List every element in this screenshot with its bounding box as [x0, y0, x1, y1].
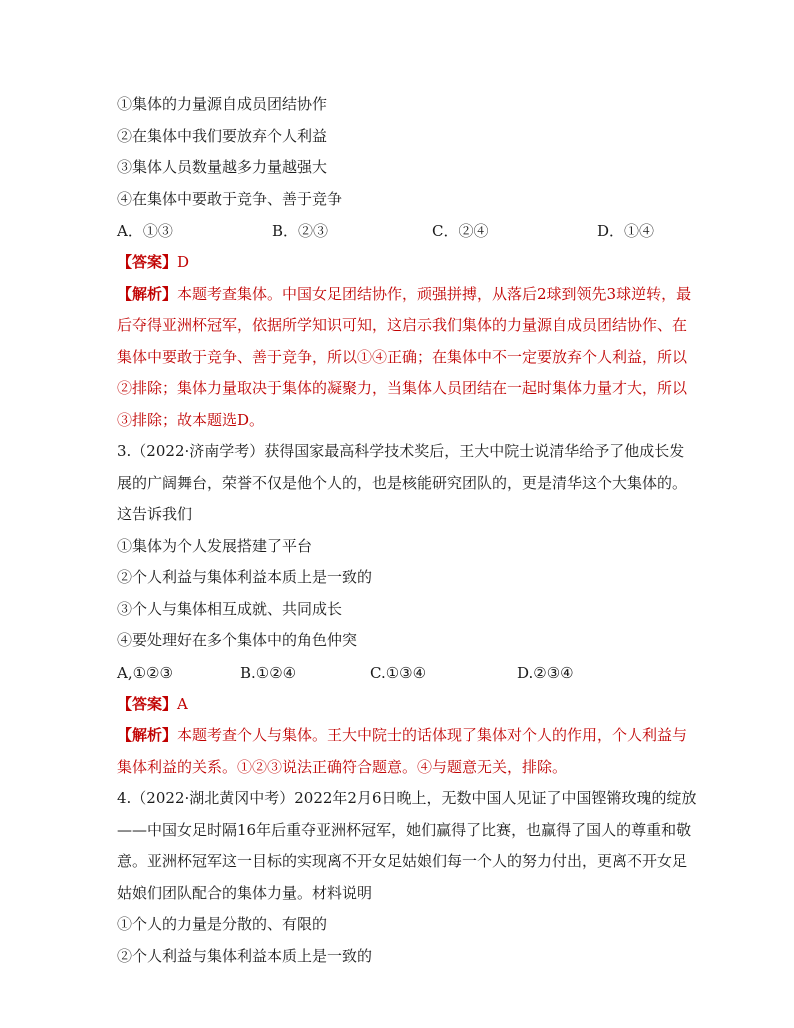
- document-content: [117, 89, 697, 972]
- q3-stem: 3.（2022·济南学考）获得国家最高科学技术奖后，王大中院士说清华给予了他成长发展的广阔舞台，荣誉不仅是他个人的，也是核能研究团队的，更是清华这个大集体的。这告诉我们: [117, 442, 688, 523]
- q3-answer-value: A: [177, 694, 188, 713]
- q2-item-2: ②在集体中我们要放弃个人利益: [117, 126, 328, 145]
- q2-item-3: ③集体人员数量越多力量越强大: [117, 158, 328, 176]
- q3-answer-label: 【答案】: [117, 694, 178, 713]
- q2-option-d: D．①④: [597, 222, 655, 240]
- q2-answer-label: 【答案】: [117, 253, 178, 271]
- q3-analysis-text: 本题考查个人与集体。王大中院士的话体现了集体对个人的作用，个人利益与集体利益的关系。①②③说法正确符合题意。④与题意无关，排除。: [117, 726, 688, 776]
- q3-options: [117, 657, 697, 689]
- q3-analysis-label: 【解析】: [117, 726, 178, 744]
- q3-item-2: ②个人利益与集体利益本质上是一致的: [117, 568, 373, 586]
- q4-item-1: ①个人的力量是分散的、有限的: [117, 915, 328, 933]
- q2-item-1: ①集体的力量源自成员团结协作: [117, 95, 328, 113]
- q3-option-b: B.①②④: [240, 663, 297, 682]
- q2-analysis-text: 本题考查集体。中国女足团结协作，顽强拼搏，从落后2球到领先3球逆转，最后夺得亚洲杯冠军，依据所学知识可知，这启示我们集体的力量源自成员团结协作、在集体中要敢于竞争、善于竞争，所以①④正确；在集体中不一定要放弃个人利益，所以②排除；集体力量取决于集体的凝聚力，当集体人员团结在一起时集体力量才大，所以③排除；故本题选D。: [117, 284, 692, 429]
- q3-item-1: ①集体为个人发展搭建了平台: [117, 536, 313, 555]
- q2-answer-value: D: [177, 253, 190, 271]
- q3-option-a: A,①②③: [117, 663, 173, 682]
- q2-option-b: B．②③: [272, 222, 329, 240]
- q2-options: [117, 215, 697, 247]
- q4-item-2: ②个人利益与集体利益本质上是一致的: [117, 946, 373, 965]
- q3-item-3: ③个人与集体相互成就、共同成长: [117, 599, 343, 618]
- q2-analysis: [117, 279, 697, 437]
- q2-item-4: ④在集体中要敢于竞争、善于竞争: [117, 189, 343, 208]
- q4-stem: 4.（2022·湖北黄冈中考）2022年2月6日晚上，无数中国人见证了中国铿锵玫瑰的绽放——中国女足时隔16年后重夺亚洲杯冠军，她们赢得了比赛，也赢得了国人的尊重和敬意。亚洲杯冠军这一目标的实现离不开女足姑娘们每一个人的努力付出，更离不开女足姑娘们团队配合的集体力量。材料说明: [117, 789, 697, 902]
- q3-option-d: D.②③④: [517, 663, 574, 682]
- q3-option-c: C.①③④: [370, 663, 427, 682]
- q2-analysis-label: 【解析】: [117, 284, 178, 303]
- q2-option-c: C．②④: [432, 222, 489, 240]
- q2-answer: [117, 247, 697, 279]
- q3-item-4: ④要处理好在多个集体中的角色仲突: [117, 631, 358, 649]
- q2-option-a: A．①③: [117, 222, 173, 240]
- q3-answer: [117, 689, 697, 721]
- q3-analysis: [117, 720, 697, 783]
